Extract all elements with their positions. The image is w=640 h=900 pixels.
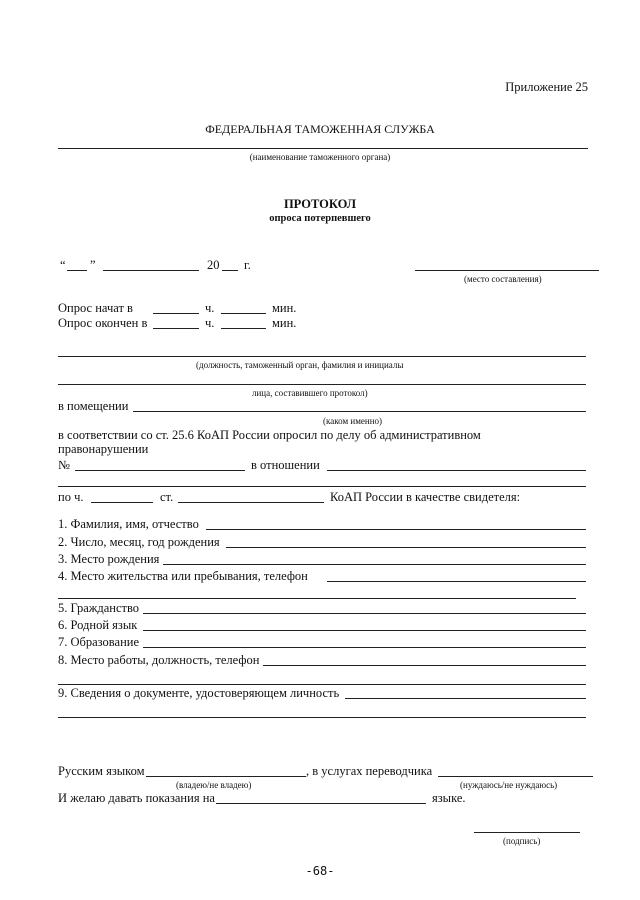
agency-caption: (наименование таможенного органа) bbox=[249, 152, 391, 162]
part-label: по ч. bbox=[58, 490, 84, 504]
field-label-residence: 4. Место жительства или пребывания, телефон bbox=[58, 569, 308, 583]
birth-date-field[interactable] bbox=[226, 547, 586, 548]
basis-text-1: в соответствии со ст. 25.6 КоАП России опросил по делу об административном bbox=[58, 428, 481, 442]
id-document-line-2[interactable] bbox=[58, 717, 586, 718]
start-hours-field[interactable] bbox=[153, 313, 199, 314]
start-minutes-unit: мин. bbox=[272, 301, 297, 315]
start-hours-unit: ч. bbox=[205, 301, 215, 315]
field-label-citizenship: 5. Гражданство bbox=[58, 601, 140, 615]
translator-field[interactable] bbox=[438, 776, 593, 777]
residence-field[interactable] bbox=[327, 581, 586, 582]
field-label-birth-place: 3. Место рождения bbox=[58, 552, 160, 566]
russian-field[interactable] bbox=[146, 776, 306, 777]
field-label-education: 7. Образование bbox=[58, 635, 140, 649]
field-label-workplace: 8. Место работы, должность, телефон bbox=[58, 653, 260, 667]
place-field[interactable] bbox=[415, 270, 599, 271]
premises-field[interactable] bbox=[133, 411, 586, 412]
month-field[interactable] bbox=[103, 270, 199, 271]
signature-field[interactable] bbox=[474, 832, 580, 833]
year-field[interactable] bbox=[222, 270, 238, 271]
own-caption: (владею/не владею) bbox=[176, 780, 252, 790]
field-label-id-document: 9. Сведения о документе, удостоверяющем личность bbox=[58, 686, 340, 700]
citizenship-field[interactable] bbox=[143, 613, 586, 614]
testimony-language-field[interactable] bbox=[216, 803, 426, 804]
composer-line-2[interactable] bbox=[58, 384, 586, 385]
education-field[interactable] bbox=[143, 647, 586, 648]
part-field[interactable] bbox=[91, 502, 153, 503]
article-label: ст. bbox=[160, 490, 174, 504]
year-suffix: г. bbox=[244, 258, 251, 272]
appendix-label: Приложение 25 bbox=[505, 80, 588, 94]
end-label: Опрос окончен в bbox=[58, 316, 148, 330]
id-document-field[interactable] bbox=[345, 698, 586, 699]
page-number: -68- bbox=[305, 864, 335, 878]
start-label: Опрос начат в bbox=[58, 301, 133, 315]
end-hours-field[interactable] bbox=[153, 328, 199, 329]
field-label-native-language: 6. Родной язык bbox=[58, 618, 138, 632]
end-minutes-field[interactable] bbox=[221, 328, 266, 329]
field-label-birth-date: 2. Число, месяц, год рождения bbox=[58, 535, 220, 549]
day-field[interactable] bbox=[67, 270, 87, 271]
full-name-field[interactable] bbox=[206, 529, 586, 530]
end-hours-unit: ч. bbox=[205, 316, 215, 330]
composer-caption-1: (должность, таможенный орган, фамилия и инициалы bbox=[196, 360, 404, 370]
place-caption: (место составления) bbox=[464, 274, 542, 284]
agency-line bbox=[58, 148, 588, 149]
quote-close: ” bbox=[90, 258, 96, 272]
quote-open: “ bbox=[60, 258, 66, 272]
witness-text: КоАП России в качестве свидетеля: bbox=[330, 490, 521, 504]
need-caption: (нуждаюсь/не нуждаюсь) bbox=[460, 780, 558, 790]
year-prefix: 20 bbox=[207, 258, 220, 272]
workplace-line-2[interactable] bbox=[58, 684, 586, 685]
native-language-field[interactable] bbox=[143, 630, 586, 631]
composer-caption-2: лица, составившего протокол) bbox=[252, 388, 368, 398]
workplace-field[interactable] bbox=[263, 665, 586, 666]
language-suffix: языке. bbox=[432, 791, 466, 805]
document-title: ПРОТОКОЛ bbox=[283, 197, 357, 211]
article-field[interactable] bbox=[178, 502, 324, 503]
composer-line-1[interactable] bbox=[58, 356, 586, 357]
regarding-field[interactable] bbox=[327, 470, 586, 471]
agency-title: ФЕДЕРАЛЬНАЯ ТАМОЖЕННАЯ СЛУЖБА bbox=[205, 122, 435, 136]
regarding-label: в отношении bbox=[251, 458, 320, 472]
wish-label: И желаю давать показания на bbox=[58, 791, 215, 805]
regarding-line-2[interactable] bbox=[58, 486, 586, 487]
end-minutes-unit: мин. bbox=[272, 316, 297, 330]
premises-caption: (каком именно) bbox=[323, 416, 383, 426]
field-label-full-name: 1. Фамилия, имя, отчество bbox=[58, 517, 199, 531]
residence-line-2[interactable] bbox=[58, 598, 576, 599]
birth-place-field[interactable] bbox=[163, 564, 586, 565]
case-number-field[interactable] bbox=[75, 470, 245, 471]
basis-text-2: правонарушении bbox=[58, 442, 149, 456]
start-minutes-field[interactable] bbox=[221, 313, 266, 314]
russian-label: Русским языком bbox=[58, 764, 145, 778]
translator-label: , в услугах переводчика bbox=[306, 764, 433, 778]
premises-label: в помещении bbox=[58, 399, 129, 413]
case-number-label: № bbox=[58, 458, 70, 472]
document-subtitle: опроса потерпевшего bbox=[269, 213, 371, 224]
signature-caption: (подпись) bbox=[503, 836, 541, 846]
